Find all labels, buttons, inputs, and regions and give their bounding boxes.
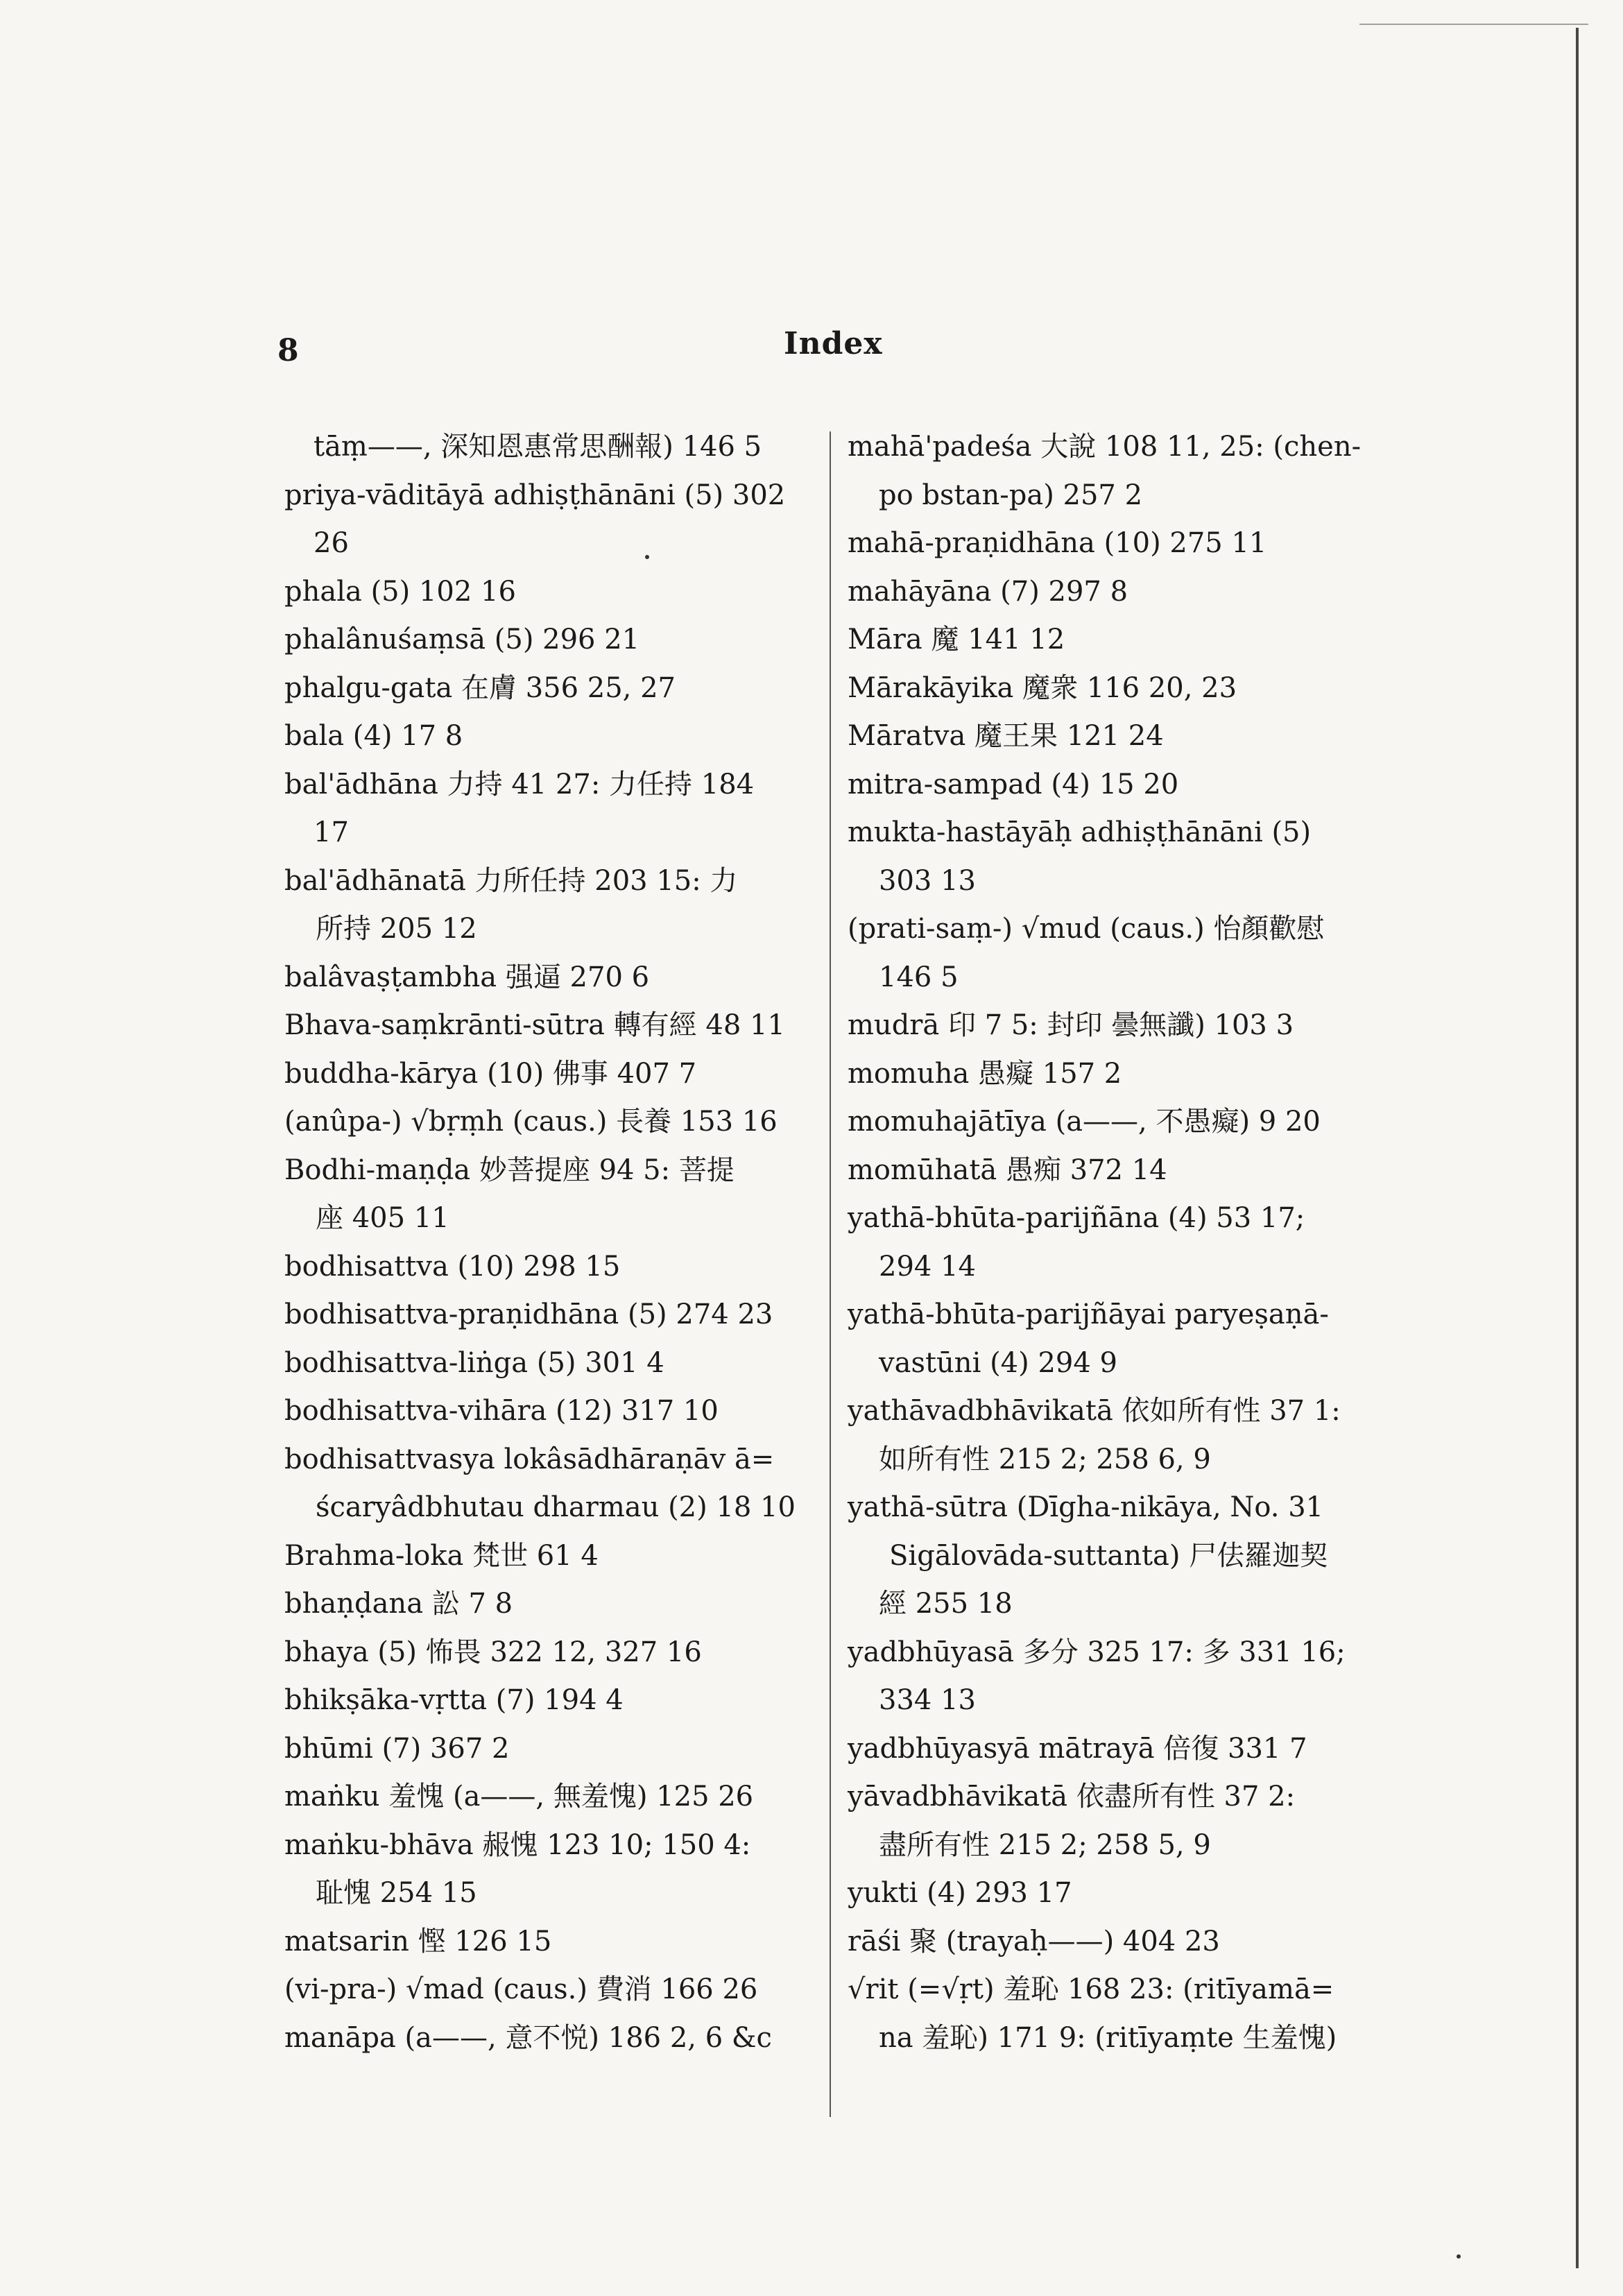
index-entry: yadbhūyasā 多分 325 17: 多 331 16; bbox=[848, 1636, 1346, 1668]
index-entry: momūhatā 愚痴 372 14 bbox=[848, 1154, 1167, 1186]
index-entry: 303 13 bbox=[879, 864, 976, 897]
index-entry: Bhava-saṃkrānti-sūtra 轉有經 48 11 bbox=[284, 1009, 785, 1041]
index-entry: bal'ādhānatā 力所任持 203 15: 力 bbox=[284, 864, 738, 897]
page-header bbox=[277, 326, 1387, 368]
index-entry: phala (5) 102 16 bbox=[284, 575, 516, 608]
scan-speck bbox=[1457, 2254, 1461, 2259]
index-entry: ścaryâdbhutau dharmau (2) 18 10 bbox=[316, 1491, 796, 1523]
index-entry: mahā-praṇidhāna (10) 275 11 bbox=[848, 527, 1267, 559]
index-entry: 盡所有性 215 2; 258 5, 9 bbox=[879, 1828, 1211, 1861]
index-entry: yathāvadbhāvikatā 依如所有性 37 1: bbox=[848, 1395, 1341, 1427]
index-entry: 146 5 bbox=[879, 961, 959, 993]
index-entry: maṅku 羞愧 (a——, 無羞愧) 125 26 bbox=[284, 1781, 754, 1813]
index-entry: manāpa (a——, 意不悦) 186 2, 6 &c bbox=[284, 2021, 772, 2054]
index-entry: bodhisattva-liṅga (5) 301 4 bbox=[284, 1346, 664, 1379]
index-entry: phalgu-gata 在膚 356 25, 27 bbox=[284, 671, 676, 704]
index-entry: (vi-pra-) √mad (caus.) 費消 166 26 bbox=[284, 1973, 758, 2005]
index-column-right bbox=[848, 423, 1402, 2062]
index-entry: bhūmi (7) 367 2 bbox=[284, 1732, 510, 1765]
index-entry: 座 405 11 bbox=[316, 1202, 449, 1234]
index-entry: mudrā 印 7 5: 封印 曇無讖) 103 3 bbox=[848, 1009, 1294, 1041]
index-entry: bodhisattvasya lokâsādhāraṇāv ā= bbox=[284, 1443, 775, 1475]
index-entry: 334 13 bbox=[879, 1684, 976, 1716]
index-entry: Brahma-loka 梵世 61 4 bbox=[284, 1539, 599, 1572]
index-entry: 294 14 bbox=[879, 1250, 976, 1283]
index-entry: po bstan-pa) 257 2 bbox=[879, 479, 1143, 511]
index-entry: mukta-hastāyāḥ adhiṣṭhānāni (5) bbox=[848, 816, 1312, 848]
index-entry: momuha 愚癡 157 2 bbox=[848, 1057, 1122, 1090]
index-entry: 26 bbox=[314, 527, 349, 559]
page-number: 8 bbox=[277, 333, 299, 368]
index-entry: bodhisattva-vihāra (12) 317 10 bbox=[284, 1395, 719, 1427]
index-entry: (prati-saṃ-) √mud (caus.) 怡顏歡慰 bbox=[848, 913, 1325, 945]
index-entry: bodhisattva-praṇidhāna (5) 274 23 bbox=[284, 1299, 773, 1330]
index-entry: yathā-sūtra (Dīgha-nikāya, No. 31 bbox=[848, 1491, 1324, 1523]
index-entry: √rit (=√ṛt) 羞恥 168 23: (ritīyamā= bbox=[848, 1973, 1334, 2005]
index-entry: tāṃ——, 深知恩惠常思酬報) 146 5 bbox=[314, 431, 762, 463]
index-entry: bhaya (5) 怖畏 322 12, 327 16 bbox=[284, 1636, 702, 1668]
index-entry: phalânuśaṃsā (5) 296 21 bbox=[284, 624, 640, 656]
index-entry: maṅku-bhāva 赧愧 123 10; 150 4: bbox=[284, 1828, 751, 1861]
running-title: Index bbox=[784, 326, 883, 361]
index-entry: vastūni (4) 294 9 bbox=[879, 1346, 1117, 1379]
page-binding-edge bbox=[1576, 28, 1579, 2268]
index-entry: yāvadbhāvikatā 依盡所有性 37 2: bbox=[848, 1781, 1296, 1813]
index-entry: matsarin 慳 126 15 bbox=[284, 1925, 552, 1957]
index-entry: yathā-bhūta-parijñāyai paryeṣaṇā- bbox=[848, 1299, 1329, 1330]
index-entry: mahāyāna (7) 297 8 bbox=[848, 575, 1128, 608]
index-entry: buddha-kārya (10) 佛事 407 7 bbox=[284, 1057, 697, 1090]
index-entry: rāśi 聚 (trayaḥ——) 404 23 bbox=[848, 1925, 1220, 1957]
index-entry: priya-vāditāyā adhiṣṭhānāni (5) 302 bbox=[284, 479, 786, 511]
index-entry: Mārakāyika 魔衆 116 20, 23 bbox=[848, 671, 1237, 704]
index-entry: balâvaṣṭambha 强逼 270 6 bbox=[284, 961, 650, 993]
index-entry: (anûpa-) √bṛṃh (caus.) 長養 153 16 bbox=[284, 1106, 778, 1138]
index-entry: yadbhūyasyā mātrayā 倍復 331 7 bbox=[848, 1732, 1307, 1765]
index-entry: Sigālovāda-suttanta) 尸佉羅迦契 bbox=[889, 1539, 1328, 1572]
index-column-left bbox=[284, 423, 818, 2062]
scan-speck bbox=[645, 555, 649, 559]
index-entry: Māra 魔 141 12 bbox=[848, 624, 1065, 656]
index-entry: mahā'padeśa 大說 108 11, 25: (chen- bbox=[848, 431, 1362, 463]
index-entry: yathā-bhūta-parijñāna (4) 53 17; bbox=[848, 1202, 1305, 1234]
index-entry: Bodhi-maṇḍa 妙菩提座 94 5: 菩提 bbox=[284, 1154, 735, 1186]
index-entry: bal'ādhāna 力持 41 27: 力任持 184 bbox=[284, 768, 755, 800]
index-entry: bala (4) 17 8 bbox=[284, 720, 463, 752]
index-entry: bhikṣāka-vṛtta (7) 194 4 bbox=[284, 1684, 624, 1716]
index-entry: 17 bbox=[314, 816, 349, 848]
index-entry: 所持 205 12 bbox=[316, 913, 477, 945]
index-entry: yukti (4) 293 17 bbox=[848, 1877, 1072, 1909]
index-entry: momuhajātīya (a——, 不愚癡) 9 20 bbox=[848, 1106, 1321, 1138]
index-entry: 耻愧 254 15 bbox=[316, 1877, 477, 1909]
index-entry: 經 255 18 bbox=[879, 1588, 1013, 1620]
index-entry: 如所有性 215 2; 258 6, 9 bbox=[879, 1443, 1211, 1475]
index-entry: Māratva 魔王果 121 24 bbox=[848, 720, 1164, 752]
index-entry: na 羞恥) 171 9: (ritīyaṃte 生羞愧) bbox=[879, 2021, 1337, 2054]
index-entry: bhaṇḍana 訟 7 8 bbox=[284, 1588, 513, 1620]
scan-edge-rule bbox=[1359, 24, 1588, 25]
index-entry: bodhisattva (10) 298 15 bbox=[284, 1250, 621, 1283]
index-entry: mitra-sampad (4) 15 20 bbox=[848, 768, 1179, 800]
column-divider bbox=[830, 431, 831, 2117]
